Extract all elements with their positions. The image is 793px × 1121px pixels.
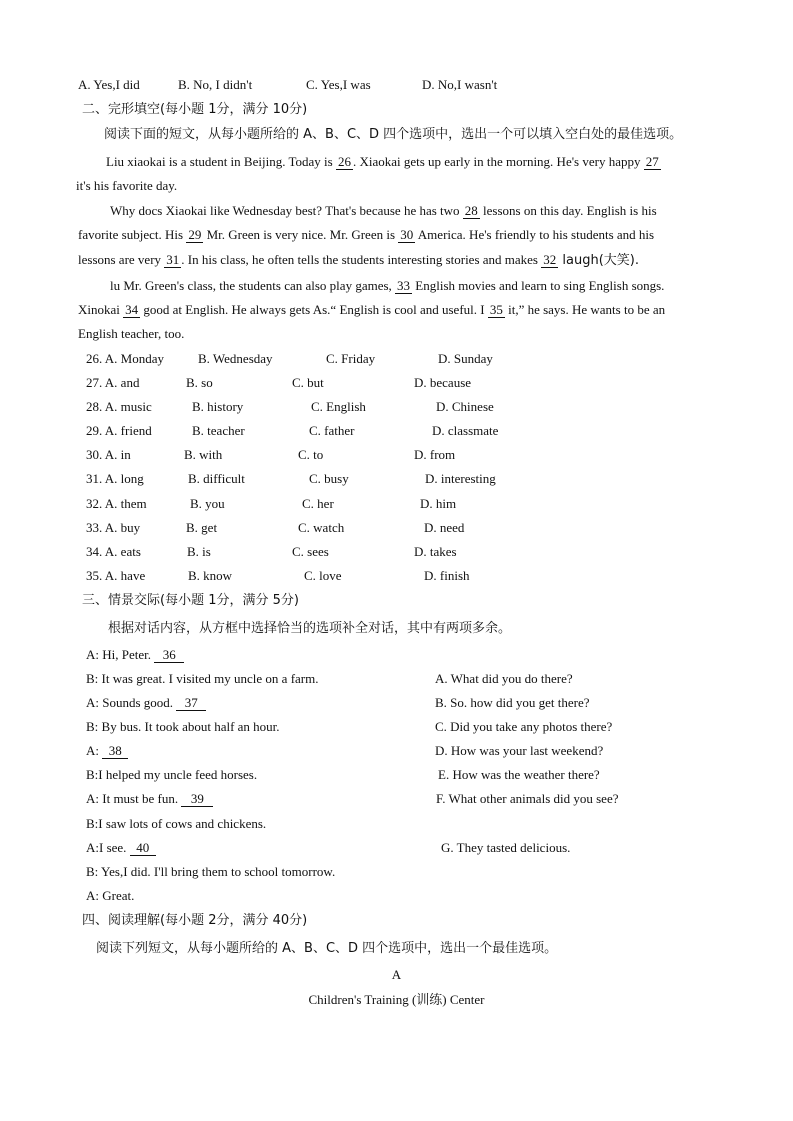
- blank-33: 33: [397, 278, 411, 293]
- passage-text: it,” he says. He wants to be an: [504, 302, 666, 317]
- passage-text: America. He's friendly to his students and his: [415, 227, 655, 242]
- question-option: D. interesting: [425, 471, 496, 486]
- blank-40: 40: [130, 841, 156, 856]
- question-option: B. is: [187, 544, 211, 559]
- question-option: D. takes: [414, 544, 457, 559]
- passage-text: favorite subject. His: [78, 227, 187, 242]
- section2-instruction: 阅读下面的短文，从每小题所给的 A、B、C、D 四个选项中，选出一个可以填入空白处的最佳选项。: [104, 127, 683, 142]
- blank-32: 32: [543, 252, 557, 267]
- question-option: C. sees: [292, 544, 329, 559]
- passage-paragraph-2-line-1: [110, 203, 657, 219]
- passage-text: Xinokai: [78, 302, 124, 317]
- question-option: C. father: [309, 423, 355, 438]
- dialogue-line: [86, 695, 206, 711]
- question-option: C. but: [292, 375, 324, 390]
- choice-option: B. So. how did you get there?: [435, 695, 590, 710]
- dialogue-line: A: Great.: [86, 888, 135, 903]
- blank-37: 37: [176, 696, 206, 711]
- question-option: 32. A. them: [86, 496, 147, 511]
- blank-36: 36: [154, 648, 184, 663]
- question-option: 35. A. have: [86, 568, 146, 583]
- dialogue-line: [86, 840, 156, 856]
- question-option: B. know: [188, 568, 233, 583]
- blank-27: 27: [645, 154, 659, 169]
- dialogue-text: A: It must be fun.: [86, 791, 182, 806]
- blank-34: 34: [125, 302, 139, 317]
- q25-option-a: A. Yes,I did: [78, 77, 140, 92]
- passage-text: lessons on this day. English is his: [479, 203, 657, 218]
- passage-text: lessons are very: [78, 252, 165, 267]
- passage-text: English movies and learn to sing English songs.: [412, 278, 665, 293]
- passage-text: Liu xiaokai is a student in Beijing. Today is: [106, 154, 336, 169]
- dialogue-text: A:I see.: [86, 840, 130, 855]
- section4-title: 四、阅读理解(每小题 2分，满分 40分): [82, 913, 308, 928]
- blank-29: 29: [188, 227, 202, 242]
- q25-option-d: D. No,I wasn't: [422, 77, 498, 92]
- question-option: B. with: [184, 447, 223, 462]
- q25-option-b: B. No, I didn't: [178, 77, 253, 92]
- question-option: B. history: [192, 399, 244, 414]
- question-option: 31. A. long: [86, 471, 144, 486]
- passage-paragraph-3-line-1: [110, 278, 664, 294]
- blank-28: 28: [464, 203, 478, 218]
- passage-text: lu Mr. Green's class, the students can also play games,: [110, 278, 396, 293]
- passage-text: laugh(大笑).: [558, 253, 639, 268]
- question-option: B. so: [186, 375, 213, 390]
- dialogue-line: [86, 791, 213, 807]
- question-option: D. Chinese: [436, 399, 494, 414]
- section4-instruction: 阅读下列短文，从每小题所给的 A、B、C、D 四个选项中，选出一个最佳选项。: [96, 941, 558, 956]
- choice-option: G. They tasted delicious.: [441, 840, 571, 855]
- question-option: C. love: [304, 568, 342, 583]
- dialogue-line: B:I helped my uncle feed horses.: [86, 767, 258, 782]
- q25-option-c: C. Yes,I was: [306, 77, 371, 92]
- question-option: B. get: [186, 520, 218, 535]
- passage-text: . Xiaokai gets up early in the morning. He's very happy: [352, 154, 644, 169]
- question-option: B. you: [190, 496, 225, 511]
- blank-39: 39: [181, 792, 213, 807]
- dialogue-line: B: By bus. It took about half an hour.: [86, 719, 280, 734]
- question-option: D. finish: [424, 568, 470, 583]
- blank-30: 30: [400, 227, 414, 242]
- passage-title: Children's Training (训练) Center: [308, 992, 485, 1007]
- section3-instruction: 根据对话内容，从方框中选择恰当的选项补全对话，其中有两项多余。: [108, 621, 512, 636]
- dialogue-line: B: Yes,I did. I'll bring them to school tomorrow.: [86, 864, 336, 879]
- choice-option: D. How was your last weekend?: [435, 743, 604, 758]
- question-option: 27. A. and: [86, 375, 140, 390]
- question-option: C. watch: [298, 520, 345, 535]
- dialogue-line: [86, 743, 128, 759]
- blank-38: 38: [102, 744, 128, 759]
- section3-title: 三、情景交际(每小题 1分，满分 5分): [82, 593, 299, 608]
- dialogue-text: A:: [86, 743, 103, 758]
- question-option: B. teacher: [192, 423, 245, 438]
- passage-paragraph-3-line-3: English teacher, too.: [78, 326, 185, 341]
- question-option: C. busy: [309, 471, 349, 486]
- question-option: 26. A. Monday: [86, 351, 164, 366]
- question-option: 28. A. music: [86, 399, 152, 414]
- blank-31: 31: [166, 252, 180, 267]
- dialogue-text: A: Hi, Peter.: [86, 647, 155, 662]
- question-option: 30. A. in: [86, 447, 131, 462]
- blank-35: 35: [489, 302, 503, 317]
- choice-option: E. How was the weather there?: [438, 767, 600, 782]
- question-option: B. difficult: [188, 471, 245, 486]
- question-option: B. Wednesday: [198, 351, 273, 366]
- question-option: 34. A. eats: [86, 544, 141, 559]
- passage-text: good at English. He always gets As.“ English is cool and useful. I: [140, 302, 488, 317]
- choice-option: A. What did you do there?: [435, 671, 573, 686]
- passage-paragraph-2-line-3: [78, 252, 639, 269]
- passage-text: Mr. Green is very nice. Mr. Green is: [203, 227, 399, 242]
- choice-option: F. What other animals did you see?: [436, 791, 619, 806]
- question-option: D. need: [424, 520, 465, 535]
- question-option: D. classmate: [432, 423, 499, 438]
- dialogue-line: [86, 647, 184, 663]
- passage-paragraph-2-line-2: [78, 227, 654, 243]
- passage-text: Why docs Xiaokai like Wednesday best? That's because he has two: [110, 203, 463, 218]
- question-option: C. to: [298, 447, 324, 462]
- passage-paragraph-1-line-2: it's his favorite day.: [76, 178, 178, 193]
- question-option: 29. A. friend: [86, 423, 152, 438]
- choice-option: C. Did you take any photos there?: [435, 719, 613, 734]
- passage-text: . In his class, he often tells the students interesting stories and makes: [181, 252, 542, 267]
- question-option: D. from: [414, 447, 456, 462]
- question-option: 33. A. buy: [86, 520, 141, 535]
- dialogue-line: B: It was great. I visited my uncle on a farm.: [86, 671, 319, 686]
- blank-26: 26: [337, 154, 351, 169]
- passage-label: A: [391, 967, 402, 982]
- question-option: D. Sunday: [438, 351, 493, 366]
- question-option: D. him: [420, 496, 457, 511]
- passage-paragraph-1-line-1: [106, 154, 661, 170]
- passage-paragraph-3-line-2: [78, 302, 665, 318]
- dialogue-line: B:I saw lots of cows and chickens.: [86, 816, 267, 831]
- question-option: D. because: [414, 375, 472, 390]
- dialogue-text: A: Sounds good.: [86, 695, 177, 710]
- question-option: C. English: [311, 399, 366, 414]
- question-option: C. her: [302, 496, 334, 511]
- section2-title: 二、完形填空(每小题 1分，满分 10分): [82, 102, 308, 117]
- question-option: C. Friday: [326, 351, 376, 366]
